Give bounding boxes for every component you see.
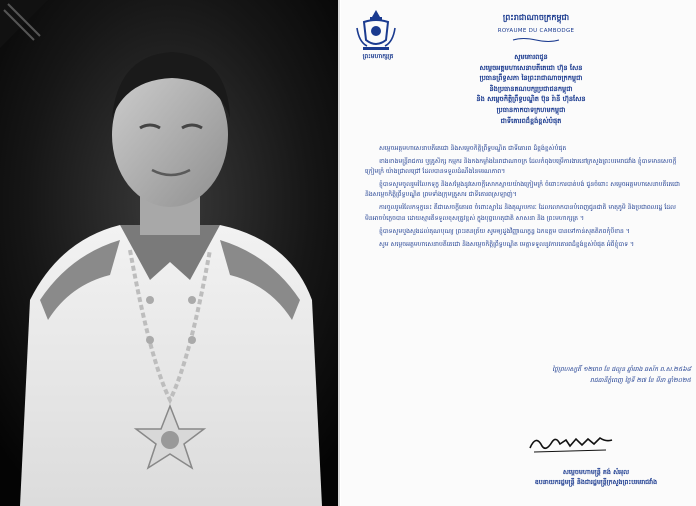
recipient-line: សម្តេចអគ្គមហាសេនាបតីតេជោ ហ៊ុន សែន (479, 63, 583, 72)
flourish-divider-icon (511, 37, 561, 43)
body-paragraph: សម្តេចអគ្គមហាសេនាបតីតេជោ និងសម្តេចកិត្តិព្រឹទ្ធបណ្ឌិត ជាទីគោរព ដ៏ខ្ពង់ខ្ពស់បំផុត (379, 145, 567, 152)
signatory-title: ឧបនាយករដ្ឋមន្ត្រី និងជារដ្ឋមន្ត្រីក្រសួងព្រះបរមរាជវាំង (534, 479, 658, 486)
body-paragraph: ខាងខាងមន្ត្រីរាជការ ឬគ្រូសិក្ស កម្មករ និងកងកម្លាំងនៃរាជាណាចក្រ ដែលកំពុងបម្រើការងារនៅក្រសួងព្រះបរមរាជវាំង ខ្ញុំបាទមានសេចក្តីក្រៀមក្រំ យ៉ាងជ្រាលជ្រៅ ដែលបានទទួលដំណឹងនៃមរណភាព។ (365, 158, 677, 176)
emblem-caption: ព្រះមហាក្សត្រ (362, 53, 394, 60)
handwritten-signature (526, 430, 616, 456)
recipient-line: ជាទីគោរពដ៏ខ្ពង់ខ្ពស់បំផុត (500, 116, 562, 125)
condolence-letter (341, 0, 696, 506)
kingdom-title-khmer: ព្រះរាជាណាចក្រកម្ពុជា (502, 13, 570, 22)
recipient-line: ប្រធានព្រឹទ្ធសភា នៃព្រះរាជាណាចក្រកម្ពុជា (479, 74, 583, 83)
body-paragraph: ខ្ញុំបាទសូមចូលរួមរំលែកទុក្ខ និងសម្តែងនូវសេចក្តីសោកស្តាយយ៉ាងក្រៀមក្រំ ចំពោះការបាត់បង់ ជូនចំពោះ សម្តេចអគ្គមហាសេនាបតីតេជោ និងសម្តេចកិត្តិព្រឹទ្ធបណ្ឌិត ព្រមទាំងក្រុមគ្រួសារ ជាទីគោរពស្រឡាញ់។ (365, 181, 680, 199)
recipient-line: សូមគោរពជូន (514, 53, 548, 61)
body-paragraph: សូម សម្តេចអគ្គមហាសេនាបតីតេជោ និងសម្តេចកិត្តិព្រឹទ្ធបណ្ឌិត មេត្តាទទួលនូវការគោរពដ៏ខ្ពង់ខ្ពស់បំផុត អំពីខ្ញុំបាទ ។ (379, 240, 635, 248)
recipient-line: និង សម្តេចកិត្តិព្រឹទ្ធបណ្ឌិត ប៊ុន រ៉ានី ហ៊ុនសែន (476, 95, 586, 104)
date-line-lunar: ថ្ងៃព្រហស្បតិ៍ ១២រោច ខែ ផល្គុន ឆ្នាំរោង ឆស័ក ព.ស.២៥៦៨ (552, 366, 691, 373)
body-paragraph: ខ្ញុំបាទសូមបួងសួងដល់គុណបុណ្យ ព្រះរតនត្រ័យ សូមឲ្យដួងវិញ្ញាណក្ខន្ធ ឯកឧត្តម បានទៅកាន់សុគតិភពកុំបីខាន ។ (379, 227, 630, 235)
portrait-image (0, 0, 338, 506)
date-line-solar: រាជធានីភ្នំពេញ ថ្ងៃទី ២៧ ខែ មីនា ឆ្នាំ២០២៥ (590, 377, 691, 384)
signatory-block (501, 468, 691, 488)
letter-body (365, 144, 683, 253)
recipient-line: និងប្រធានគណបក្សប្រជាជនកម្ពុជា (489, 84, 573, 93)
letter-date (551, 364, 691, 386)
body-paragraph: ការចូលរួមរំលែកទុក្ខនេះ គឺជាសេចក្តីគោរព ចំពោះស្នាដៃ និងគុណូបការៈ ដែលលោកបានបំពេញជូនជាតិ មាតុភូមិ និងប្រជាពលរដ្ឋ ដែលមិនអាចបំភ្លេចបាន ដោយស្មារតីទទួលខុសត្រូវខ្ពស់ ក្នុងបុព្វហេតុជាតិ សាសនា និង ព្រះមហាក្សត្រ ។ (365, 204, 676, 222)
memorial-portrait (0, 0, 338, 506)
recipient-line: ប្រធានកាកបាទក្រហមកម្ពុជា (496, 105, 566, 114)
panel-divider (338, 0, 340, 506)
royal-coat-of-arms-icon (355, 8, 397, 52)
kingdom-title-french: ROYAUME DU CAMBODGE (497, 28, 575, 34)
signatory-name: សម្តេចមហាមន្ត្រី គង់ សំអុល (562, 469, 630, 476)
recipient-block (381, 52, 681, 126)
